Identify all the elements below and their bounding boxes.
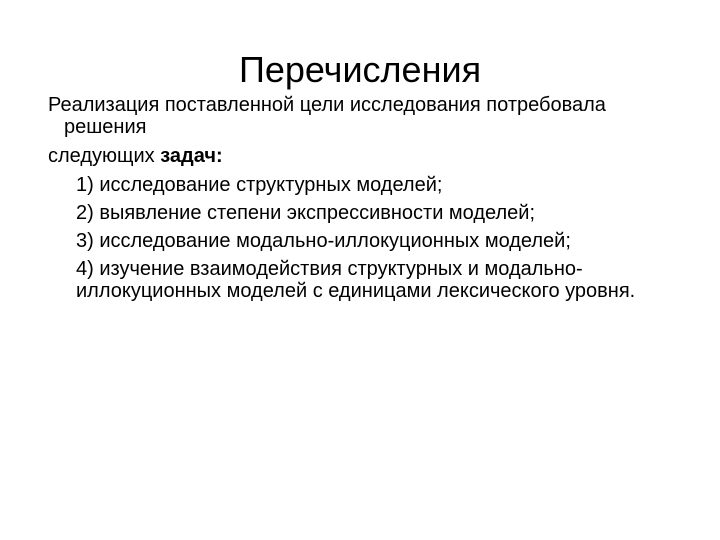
list-item: 4) изучение взаимодействия структурных и модально-иллокуционных моделей с единицами лексического уровня. [76, 258, 636, 302]
intro-paragraph: Реализация поставленной цели исследования потребовала решения [48, 94, 606, 138]
intro-continuation [48, 145, 688, 167]
slide-body [48, 94, 688, 308]
list-item: 2) выявление степени экспрессивности моделей; [76, 202, 536, 224]
intro-prefix: следующих [48, 145, 161, 167]
list-item: 3) исследование модально-иллокуционных моделей; [76, 230, 571, 252]
tasks-label: задач: [160, 145, 223, 167]
list-item: 1) исследование структурных моделей; [76, 174, 443, 196]
slide-title: Перечисления [238, 49, 482, 90]
